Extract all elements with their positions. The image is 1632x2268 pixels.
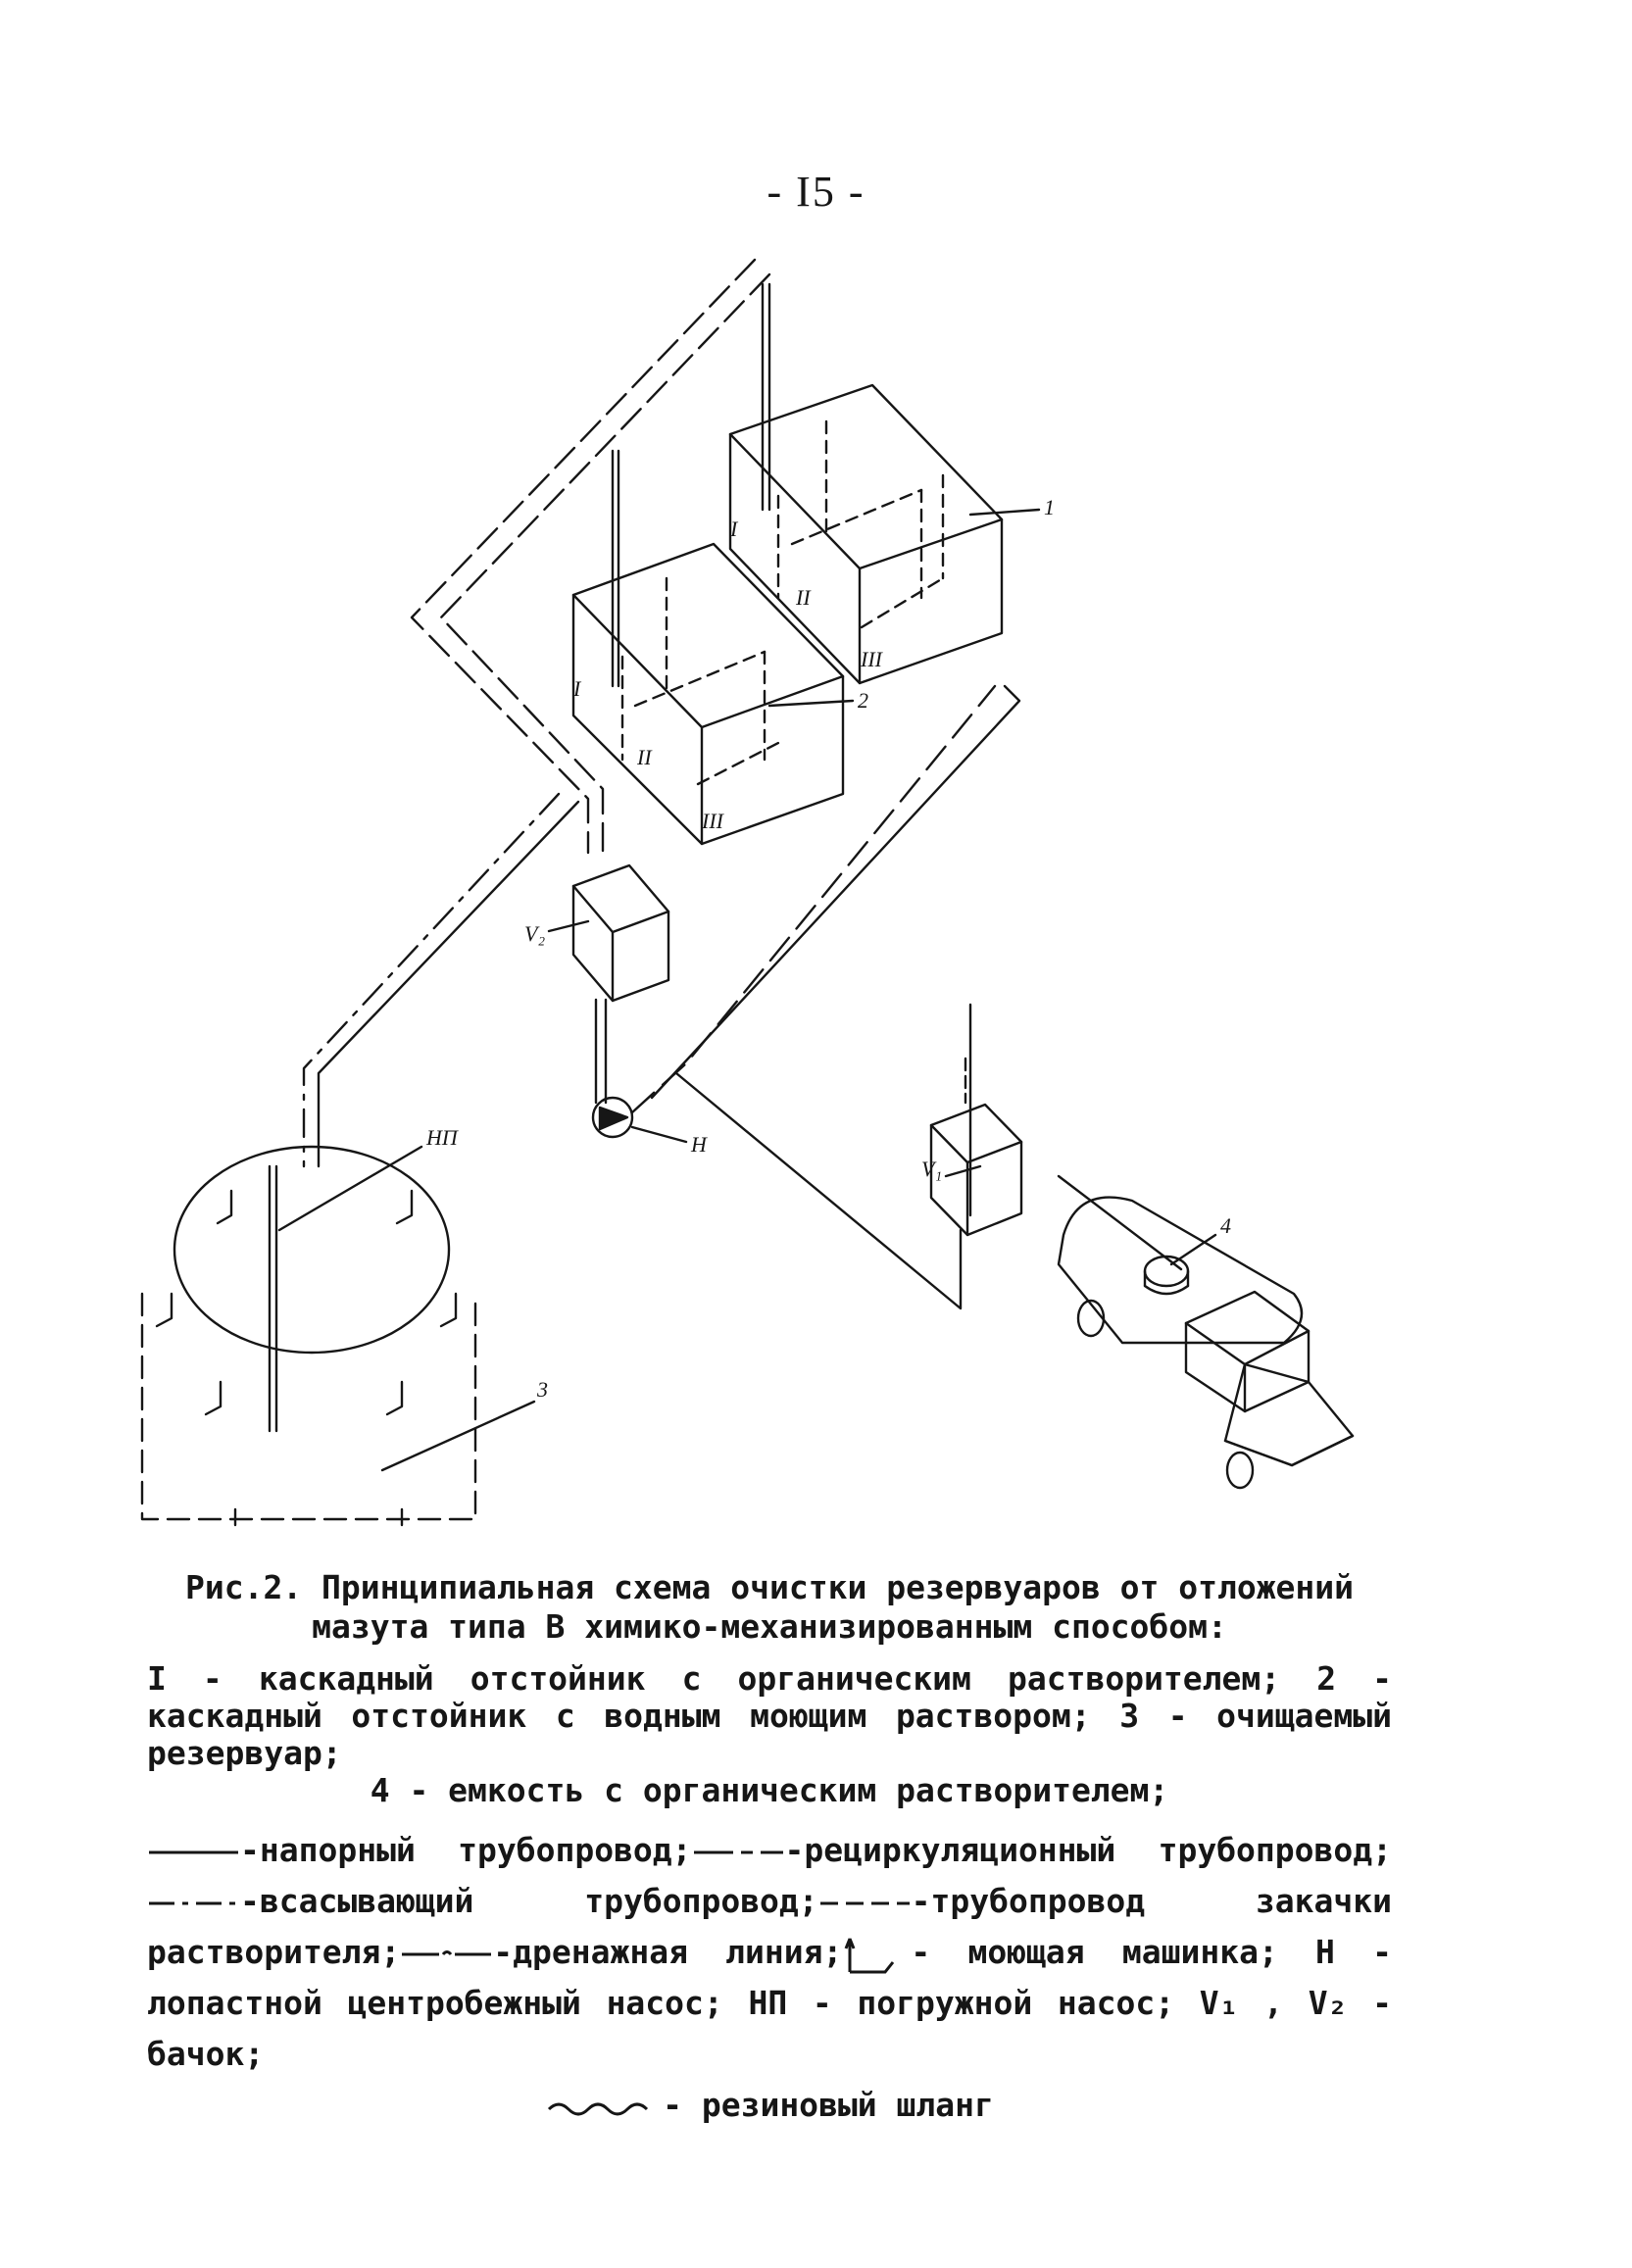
suction-line-symbol (147, 1897, 240, 1910)
caption-items (147, 1660, 1392, 1809)
label-settler-2: 2 (858, 688, 868, 713)
drainage-line-symbol (400, 1948, 493, 1961)
caption-item-2: 2 - каскадный отстойник с водным моющим раствором; (147, 1659, 1392, 1735)
legend-pump: Н - лопастной центробежный насос; (147, 1933, 1392, 2022)
label-settler-1: 1 (1044, 495, 1055, 519)
label-section-2b: II (637, 745, 652, 769)
legend-tanks: V₁ , V₂ - бачок; (147, 1984, 1392, 2073)
page-number: - I5 - (767, 168, 865, 216)
injection-line-symbol (818, 1897, 912, 1910)
tank-v2 (573, 865, 668, 1001)
caption-item-4: 4 - емкость с органическим растворителем; (370, 1771, 1169, 1809)
label-section-3b: III (702, 809, 723, 833)
label-v1: V₁ (921, 1157, 943, 1181)
legend-suction: -всасывающий трубопровод; (240, 1882, 818, 1920)
recirculation-line-symbol (692, 1846, 785, 1859)
label-section-2a: II (796, 585, 811, 610)
caption-title: Рис.2. Принципиальная схема очистки резервуаров от отложений мазута типа В химико-механизированным способом: (184, 1568, 1355, 1646)
hose-symbol (545, 2097, 663, 2117)
label-section-3a: III (861, 647, 882, 671)
legend-recirculation: -рециркуляционный трубопровод; (784, 1831, 1392, 1869)
label-section-1a: I (730, 517, 738, 541)
label-submersible-pump: НП (426, 1125, 458, 1150)
label-v2: V₂ (524, 921, 546, 946)
washing-machines (157, 1191, 456, 1414)
pipelines (270, 260, 1181, 1431)
settler-1 (730, 385, 1002, 683)
line-legend (147, 1825, 1392, 2131)
washer-symbol (842, 1933, 911, 1976)
caption-item-3: 3 - очищаемый резервуар; (147, 1697, 1392, 1772)
cleaned-tank-3 (142, 1147, 475, 1525)
label-tank-3: 3 (537, 1377, 548, 1402)
figure-caption (147, 1568, 1392, 2131)
legend-injection: -трубопровод закачки растворителя; (147, 1882, 1392, 1971)
legend-drainage: -дренажная линия; (493, 1933, 843, 1971)
pressure-line-symbol (147, 1846, 240, 1859)
legend-submersible: НП - погружной насос; (748, 1984, 1175, 2022)
label-truck-4: 4 (1220, 1213, 1231, 1238)
legend-pressure: -напорный трубопровод; (240, 1831, 692, 1869)
legend-hose: - резиновый шланг (663, 2086, 994, 2124)
tank-v1 (931, 1105, 1021, 1235)
centrifugal-pump (593, 1098, 632, 1137)
label-pump-h: Н (691, 1132, 707, 1157)
label-section-1b: I (573, 676, 581, 701)
legend-washer: - моющая машинка; (911, 1933, 1278, 1971)
caption-item-1: I - каскадный отстойник с органическим растворителем; (147, 1659, 1281, 1698)
